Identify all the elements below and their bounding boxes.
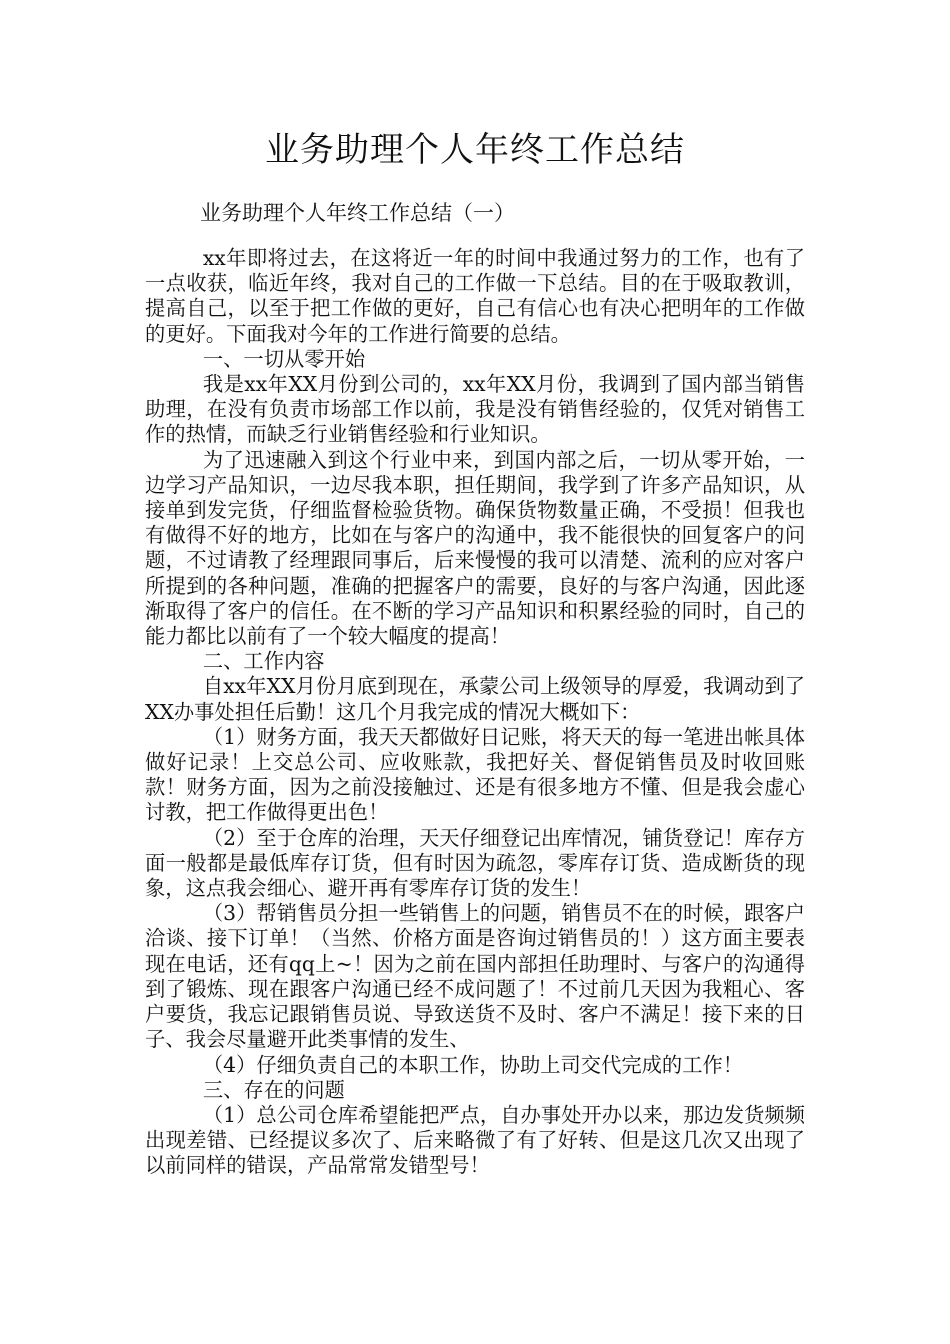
paragraph: 我是xx年XX月份到公司的，xx年XX月份，我调到了国内部当销售助理，在没有负责市场部工作以前，我是没有销售经验的，仅凭对销售工作的热情，而缺乏行业销售经验和行业知识。 bbox=[145, 372, 805, 447]
document-subtitle: 业务助理个人年终工作总结（一） bbox=[200, 201, 515, 225]
paragraph-item-1: （1）财务方面，我天天都做好日记账，将天天的每一笔进出帐具体做好记录！上交总公司、应收账款，我把好关、督促销售员及时收回账款！财务方面，因为之前没接触过、还是有很多地方不懂、但是我会虚心讨教，把工作做得更出色！ bbox=[145, 724, 805, 825]
document-title: 业务助理个人年终工作总结 bbox=[265, 130, 685, 170]
section-heading-2: 二、工作内容 bbox=[202, 649, 325, 674]
paragraph: 自xx年XX月份月底到现在，承蒙公司上级领导的厚爱，我调动到了XX办事处担任后勤！这几个月我完成的情况大概如下： bbox=[145, 674, 805, 724]
paragraph-intro: xx年即将过去，在这将近一年的时间中我通过努力的工作，也有了一点收获，临近年终，我对自己的工作做一下总结。目的在于吸取教训，提高自己，以至于把工作做的更好，自己有信心也有决心把明年的工作做的更好。下面我对今年的工作进行简要的总结。 bbox=[145, 246, 805, 346]
paragraph-item-3: （3）帮销售员分担一些销售上的问题，销售员不在的时候，跟客户洽谈、接下订单！（当然、价格方面是咨询过销售员的！）这方面主要表现在电话，还有qq上~！因为之前在国内部担任助理时、与客户的沟通得到了锻炼、现在跟客户沟通已经不成问题了！不过前几天因为我粗心、客户要货，我忘记跟销售员说、导致送货不及时、客户不满足！接下来的日子、我会尽量避开此类事情的发生、 bbox=[145, 901, 805, 1052]
paragraph-item-4: （4）仔细负责自己的本职工作，协助上司交代完成的工作！ bbox=[202, 1052, 744, 1077]
section-heading-3: 三、存在的问题 bbox=[202, 1077, 345, 1102]
paragraph: 为了迅速融入到这个行业中来，到国内部之后，一切从零开始，一边学习产品知识，一边尽我本职，担任期间，我学到了许多产品知识，从接单到发完货，仔细监督检验货物。确保货物数量正确，不受损！但我也有做得不好的地方，比如在与客户的沟通中，我不能很快的回复客户的问题，不过请教了经理跟同事后，后来慢慢的我可以清楚、流利的应对客户所提到的各种问题，准确的把握客户的需要，良好的与客户沟通，因此逐渐取得了客户的信任。在不断的学习产品知识和积累经验的同时，自己的能力都比以前有了一个较大幅度的提高！ bbox=[145, 447, 805, 649]
document-body bbox=[145, 246, 805, 1179]
section-heading-1: 一、一切从零开始 bbox=[202, 346, 366, 371]
paragraph-problem-1: （1）总公司仓库希望能把严点，自办事处开办以来，那边发货频频出现差错、已经提议多次了、后来略微了有了好转、但是这几次又出现了以前同样的错误，产品常常发错型号！ bbox=[145, 1102, 805, 1178]
paragraph-item-2: （2）至于仓库的治理，天天仔细登记出库情况，铺货登记！库存方面一般都是最低库存订货，但有时因为疏忽，零库存订货、造成断货的现象，这点我会细心、避开再有零库存订货的发生！ bbox=[145, 825, 805, 901]
